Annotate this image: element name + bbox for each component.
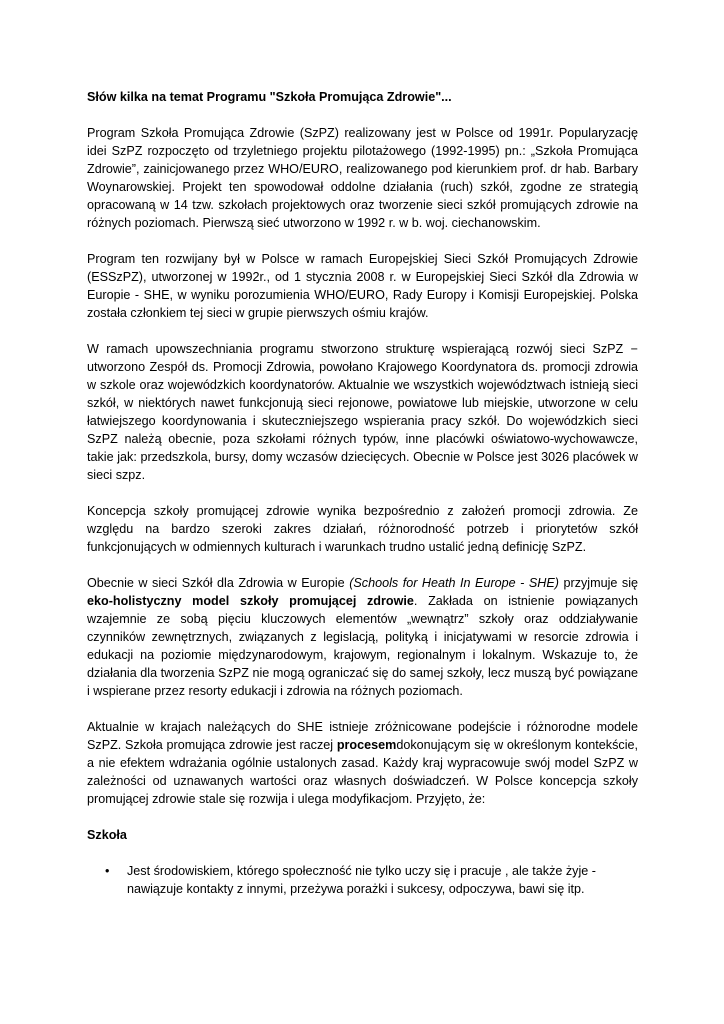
paragraph-2: Program ten rozwijany był w Polsce w ramach Europejskiej Sieci Szkół Promujących Zdrowie (ESSzPZ), utworzonej w 1992r., od 1 stycznia 2008 r. w Europejskiej Sieci Szkół dla Zdrowia w Europie - SHE, w wyniku porozumienia WHO/EURO, Rady Europy i Komisji Europejskiej. Polska została członkiem tej sieci w grupie pierwszych ośmiu krajów.: [87, 252, 638, 320]
document-title: Słów kilka na temat Programu "Szkoła Promująca Zdrowie"...: [87, 90, 452, 104]
paragraph-6-bold: procesem: [336, 738, 397, 752]
paragraph-4: Koncepcja szkoły promującej zdrowie wynika bezpośrednio z założeń promocji zdrowia. Ze względu na bardzo szeroki zakres działań, różnorodność potrzeb i priorytetów szkół funkcjonujących w odmiennych kulturach i warunkach trudno ustalić jedną definicję SzPZ.: [87, 504, 638, 554]
list-item-text: Jest środowiskiem, którego społeczność nie tylko uczy się i pracuje , ale także żyje - nawiązuje kontakty z innymi, przeżywa porażki i sukcesy, odpoczywa, bawi się itp.: [127, 864, 596, 896]
paragraph-6: [87, 718, 638, 808]
paragraph-6-text-c: dokonującym się w określonym kontekście, a nie efektem wdrażania ogólnie ustalonych zasad. Każdy kraj wypracowuje swój model SzPZ w zależności od uznawanych wartości oraz własnych doświadczeń. W Polsce koncepcja szkoły promującej zdrowie stale się rozwija i ulega modyfikacjom. Przyjęto, że:: [87, 738, 638, 806]
paragraph-5-text-c: przyjmuje się: [558, 576, 638, 590]
paragraph-5-italic: (Schools for Heath In Europe - SHE): [349, 576, 559, 590]
bullet-icon: •: [105, 864, 110, 878]
section-heading: Szkoła: [87, 828, 127, 842]
document-page: [87, 88, 638, 898]
paragraph-5: [87, 574, 638, 700]
paragraph-6-text-a: Aktualnie w krajach należących do SHE istnieje zróżnicowane podejście i różnorodne modele SzPZ. Szkoła promująca zdrowie jest raczej: [87, 720, 638, 752]
paragraph-3: W ramach upowszechniania programu stworzono strukturę wspierającą rozwój sieci SzPZ − utworzono Zespół ds. Promocji Zdrowia, powołano Krajowego Koordynatora ds. promocji zdrowia w szkole oraz wojewódzkich koordynatorów. Aktualnie we wszystkich województwach istnieją sieci szkół, w niektórych nawet funkcjonują sieci rejonowe, powiatowe lub miejskie, utworzone w celu łatwiejszego koordynowania i skuteczniejszego wspierania pracy szkół. Do wojewódzkich sieci SzPZ należą obecnie, poza szkołami różnych typów, inne placówki oświatowo-wychowawcze, takie jak: przedszkola, bursy, domy wczasów dziecięcych. Obecnie w Polsce jest 3026 placówek w sieci szpz.: [87, 342, 638, 482]
bullet-list: [87, 862, 638, 898]
paragraph-5-text-e: . Zakłada on istnienie powiązanych wzajemnie ze sobą pięciu kluczowych elementów „wewnątrz” szkoły oraz oddziaływanie czynników zewnętrznych, związanych z legislacją, polityką i inicjatywami w resorcie zdrowia i edukacji na poziomie międzynarodowym, krajowym, regionalnym i lokalnym. Wskazuje to, że działania dla tworzenia SzPZ nie mogą ograniczać się do samej szkoły, lecz muszą być powiązane i wspierane przez resorty edukacji i zdrowia na różnych poziomach.: [87, 594, 638, 698]
list-item: [105, 862, 638, 898]
paragraph-1: Program Szkoła Promująca Zdrowie (SzPZ) realizowany jest w Polsce od 1991r. Popularyzację idei SzPZ rozpoczęto od trzyletniego projektu pilotażowego (1992-1995) pn.: „Szkoła Promująca Zdrowie”, zainicjowanego przez WHO/EURO, realizowanego pod kierunkiem prof. dr hab. Barbary Woynarowskiej. Projekt ten spowodował oddolne działania (ruch) szkół, zgodne ze strategią opracowaną w 14 tzw. szkołach projektowych oraz tworzenie sieci szkół promujących zdrowie na różnych poziomach. Pierwszą sieć utworzono w 1992 r. w b. woj. ciechanowskim.: [87, 126, 638, 230]
paragraph-5-text-a: Obecnie w sieci Szkół dla Zdrowia w Europie: [87, 576, 350, 590]
paragraph-5-bold: eko-holistyczny model szkoły promującej zdrowie: [87, 594, 414, 608]
